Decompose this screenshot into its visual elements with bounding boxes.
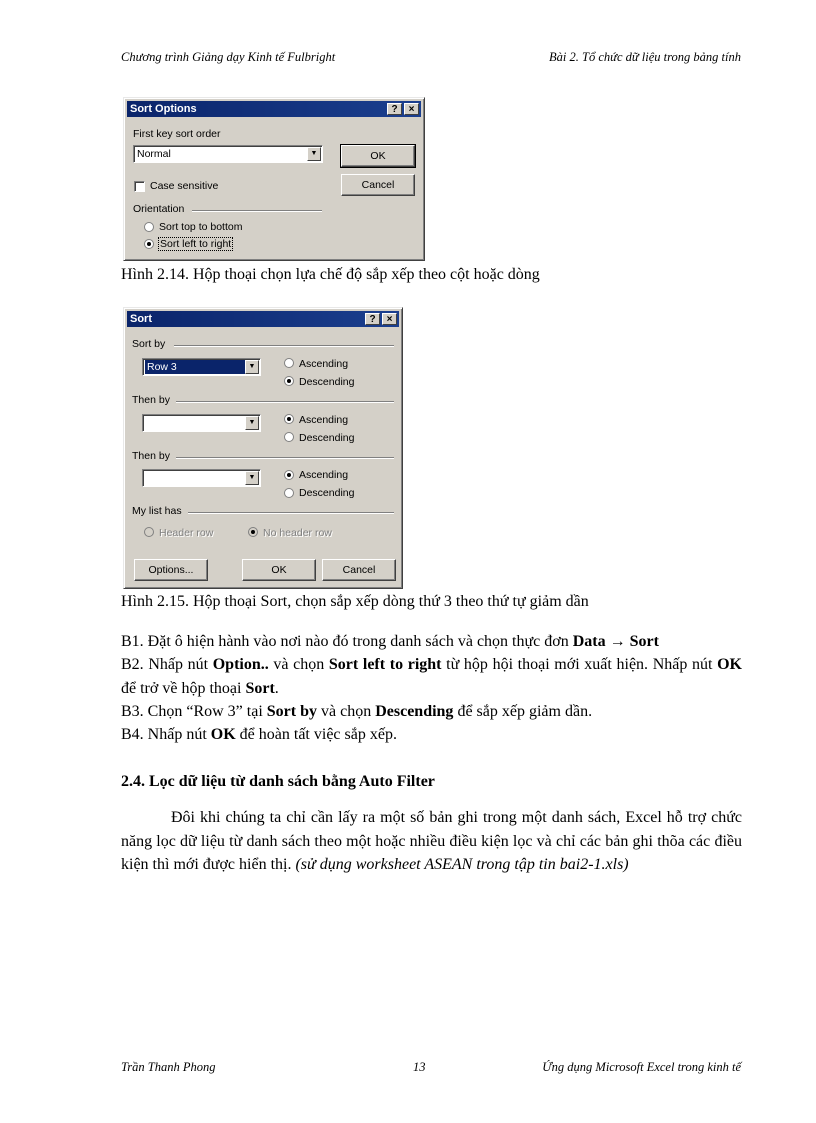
- then-by-2-descending-label: Descending: [299, 487, 355, 499]
- cancel-button[interactable]: Cancel: [341, 174, 415, 196]
- chevron-down-icon[interactable]: ▼: [307, 147, 321, 161]
- orientation-label: Orientation: [133, 203, 185, 215]
- first-key-label: First key sort order: [133, 128, 221, 140]
- sort-options-titlebar: [127, 101, 421, 117]
- b2-bold-sort-left: Sort left to right: [328, 656, 442, 673]
- b4-text-a: B4. Nhấp nút: [121, 726, 211, 743]
- sort-top-bottom-label: Sort top to bottom: [159, 221, 243, 233]
- my-list-has-groupline: [188, 512, 394, 514]
- header-row-radio[interactable]: [144, 527, 154, 537]
- chevron-down-icon[interactable]: ▼: [245, 360, 259, 374]
- ok-button[interactable]: OK: [341, 145, 415, 167]
- then-by-1-descending-label: Descending: [299, 432, 355, 444]
- footer-left: Trần Thanh Phong: [121, 1060, 216, 1074]
- close-button[interactable]: ×: [404, 103, 419, 115]
- sort-top-bottom-radio[interactable]: [144, 222, 154, 232]
- b4-text-c: để hoàn tất việc sắp xếp.: [235, 726, 397, 743]
- paragraph-italic-note: (sử dụng worksheet ASEAN trong tập tin bai2-1.xls): [295, 856, 629, 873]
- then-by-1-select[interactable]: [142, 414, 261, 432]
- then-by-2-groupline: [176, 457, 394, 459]
- b2-bold-sort: Sort: [245, 679, 275, 697]
- body-paragraph: [121, 806, 742, 877]
- sort-titlebar: [127, 311, 399, 327]
- footer-right: Ứng dụng Microsoft Excel trong kinh tế: [542, 1060, 741, 1074]
- b2-text-a: B2. Nhấp nút: [121, 656, 213, 673]
- then-by-1-groupline: [176, 401, 394, 403]
- sort-by-ascending-label: Ascending: [299, 358, 349, 370]
- b1-text: B1. Đặt ô hiện hành vào nơi nào đó trong danh sách và chọn thực đơn: [121, 633, 573, 650]
- b2-text-c: và chọn: [268, 656, 329, 673]
- header-left: Chương trình Giảng dạy Kinh tế Fulbright: [121, 50, 336, 64]
- b3-text-c: và chọn: [317, 703, 376, 720]
- options-button[interactable]: Options...: [134, 559, 208, 581]
- then-by-1-ascending-radio[interactable]: [284, 414, 294, 424]
- step-b1: [121, 630, 742, 654]
- b4-bold-ok: OK: [210, 726, 236, 743]
- sort-by-select[interactable]: [142, 358, 261, 376]
- step-b3: [121, 700, 742, 724]
- b1-bold-sort: Sort: [629, 633, 659, 650]
- help-button[interactable]: ?: [365, 313, 380, 325]
- b3-bold-sortby: Sort by: [266, 703, 317, 720]
- b2-bold-ok: OK: [717, 656, 742, 673]
- sort-options-dialog: [123, 97, 425, 261]
- b2-text-g: để trở về hộp thoại: [121, 679, 246, 697]
- sort-dialog: [123, 307, 403, 589]
- b2-text-i: .: [274, 679, 279, 697]
- close-button[interactable]: ×: [382, 313, 397, 325]
- b3-text-a: B3. Chọn “Row 3” tại: [121, 703, 267, 720]
- b1-bold-data: Data: [572, 633, 606, 650]
- then-by-1-descending-radio[interactable]: [284, 432, 294, 442]
- then-by-2-ascending-radio[interactable]: [284, 470, 294, 480]
- cancel-button[interactable]: Cancel: [322, 559, 396, 581]
- case-sensitive-label: Case sensitive: [150, 180, 219, 192]
- dialog-title: Sort: [130, 313, 152, 325]
- dialog-title: Sort Options: [130, 103, 197, 115]
- chevron-down-icon[interactable]: ▼: [245, 416, 259, 430]
- ok-button[interactable]: OK: [242, 559, 316, 581]
- sort-by-groupline: [174, 345, 394, 347]
- then-by-1-label: Then by: [132, 394, 170, 406]
- step-b2: [121, 653, 742, 700]
- then-by-2-descending-radio[interactable]: [284, 488, 294, 498]
- sort-left-right-label: Sort left to right: [160, 238, 232, 250]
- sort-by-value: Row 3: [145, 360, 245, 374]
- then-by-2-select[interactable]: [142, 469, 261, 487]
- sort-by-descending-radio[interactable]: [284, 376, 294, 386]
- header-right: Bài 2. Tổ chức dữ liệu trong bảng tính: [549, 50, 741, 64]
- orientation-groupline: [192, 210, 322, 212]
- sort-by-descending-label: Descending: [299, 376, 355, 388]
- caption-figure-2-15: Hình 2.15. Hộp thoại Sort, chọn sắp xếp dòng thứ 3 theo thứ tự giảm dần: [121, 593, 589, 610]
- caption-figure-2-14: Hình 2.14. Hộp thoại chọn lựa chế độ sắp xếp theo cột hoặc dòng: [121, 266, 540, 283]
- b3-text-e: để sắp xếp giảm dần.: [453, 703, 593, 720]
- no-header-row-radio[interactable]: [248, 527, 258, 537]
- footer-page-number: 13: [413, 1060, 426, 1074]
- first-key-select[interactable]: [133, 145, 323, 163]
- sort-by-label: Sort by: [132, 338, 166, 350]
- sort-by-ascending-radio[interactable]: [284, 358, 294, 368]
- step-b4: [121, 723, 742, 747]
- case-sensitive-checkbox[interactable]: [134, 181, 145, 192]
- no-header-row-label: No header row: [263, 527, 332, 539]
- first-key-value: Normal: [137, 148, 171, 160]
- arrow-right-icon: →: [605, 633, 630, 650]
- header-row-label: Header row: [159, 527, 214, 539]
- help-button[interactable]: ?: [387, 103, 402, 115]
- chevron-down-icon[interactable]: ▼: [245, 471, 259, 485]
- then-by-2-label: Then by: [132, 450, 170, 462]
- sort-left-right-radio[interactable]: [144, 239, 154, 249]
- b2-bold-option: Option..: [212, 656, 269, 673]
- b2-text-e: từ hộp hội thoại mới xuất hiện. Nhấp nút: [441, 656, 718, 673]
- paragraph-text: Đôi khi chúng ta chỉ cần lấy ra một số bản ghi trong một danh sách, Excel hỗ trợ chức năng lọc dữ liệu từ danh sách theo một hoặc nhiều điều kiện lọc và chỉ các bản ghi thõa các điều kiện thì mới được hiển thị.: [121, 809, 742, 873]
- section-title: 2.4. Lọc dữ liệu từ danh sách bằng Auto Filter: [121, 773, 435, 790]
- then-by-2-ascending-label: Ascending: [299, 469, 349, 481]
- my-list-has-label: My list has: [132, 505, 182, 517]
- b3-bold-descending: Descending: [375, 703, 454, 720]
- then-by-1-ascending-label: Ascending: [299, 414, 349, 426]
